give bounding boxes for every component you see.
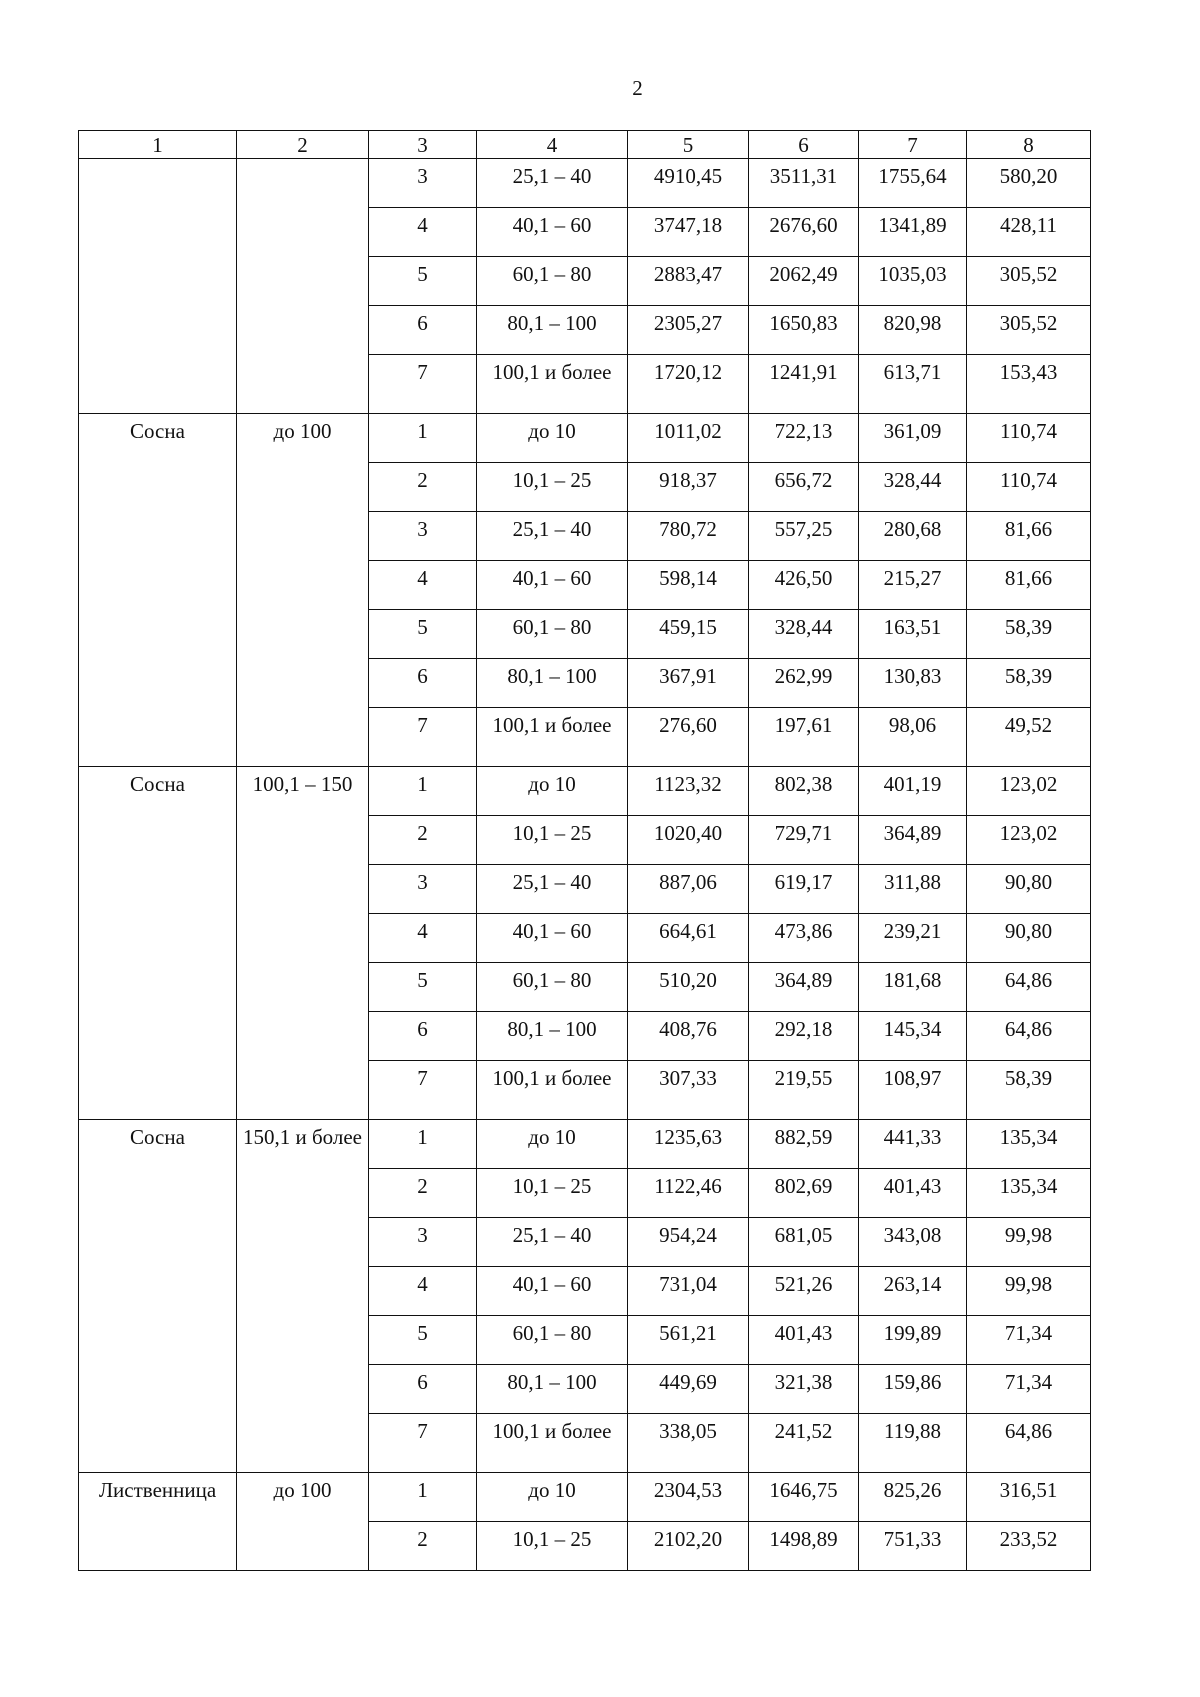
diameter-range-cell: 60,1 – 80 (477, 963, 628, 1012)
rate-col7-cell: 1755,64 (859, 159, 967, 208)
rate-col5-cell: 1122,46 (628, 1169, 749, 1218)
species-cell: Сосна (79, 1120, 237, 1473)
class-number-cell: 6 (369, 1012, 477, 1061)
diameter-range-cell: 60,1 – 80 (477, 610, 628, 659)
rate-col8-cell: 110,74 (967, 414, 1091, 463)
diameter-range-cell: 25,1 – 40 (477, 1218, 628, 1267)
diameter-range-cell: 40,1 – 60 (477, 914, 628, 963)
header-cell: 8 (967, 131, 1091, 159)
rate-col5-cell: 664,61 (628, 914, 749, 963)
rate-col7-cell: 364,89 (859, 816, 967, 865)
rate-col6-cell: 656,72 (749, 463, 859, 512)
rate-col8-cell: 305,52 (967, 306, 1091, 355)
diameter-range-cell: 100,1 и более (477, 1061, 628, 1120)
table-row (79, 767, 1091, 816)
header-cell: 2 (237, 131, 369, 159)
rate-col5-cell: 3747,18 (628, 208, 749, 257)
class-number-cell: 4 (369, 914, 477, 963)
species-cell (79, 159, 237, 414)
class-number-cell: 6 (369, 1365, 477, 1414)
page-number: 2 (632, 76, 643, 100)
species-cell: Сосна (79, 414, 237, 767)
rate-col5-cell: 598,14 (628, 561, 749, 610)
rate-col7-cell: 751,33 (859, 1522, 967, 1571)
rate-col5-cell: 780,72 (628, 512, 749, 561)
age-cell: до 100 (237, 1473, 369, 1571)
rate-col8-cell: 64,86 (967, 1012, 1091, 1061)
rate-col8-cell: 58,39 (967, 1061, 1091, 1120)
rate-col6-cell: 241,52 (749, 1414, 859, 1473)
rate-col8-cell: 305,52 (967, 257, 1091, 306)
rate-col6-cell: 262,99 (749, 659, 859, 708)
class-number-cell: 6 (369, 306, 477, 355)
rate-col7-cell: 159,86 (859, 1365, 967, 1414)
rate-col6-cell: 802,38 (749, 767, 859, 816)
rate-col5-cell: 918,37 (628, 463, 749, 512)
age-cell: 150,1 и более (237, 1120, 369, 1473)
rate-col7-cell: 1035,03 (859, 257, 967, 306)
class-number-cell: 5 (369, 963, 477, 1012)
class-number-cell: 5 (369, 610, 477, 659)
rate-col6-cell: 1650,83 (749, 306, 859, 355)
rate-col8-cell: 135,34 (967, 1169, 1091, 1218)
rate-col7-cell: 311,88 (859, 865, 967, 914)
rate-col5-cell: 459,15 (628, 610, 749, 659)
column-number-header-row (79, 131, 1091, 159)
rate-col5-cell: 449,69 (628, 1365, 749, 1414)
rate-col5-cell: 1235,63 (628, 1120, 749, 1169)
rate-col6-cell: 729,71 (749, 816, 859, 865)
diameter-range-cell: 10,1 – 25 (477, 1169, 628, 1218)
rate-col8-cell: 71,34 (967, 1316, 1091, 1365)
rate-col6-cell: 197,61 (749, 708, 859, 767)
class-number-cell: 1 (369, 414, 477, 463)
diameter-range-cell: 80,1 – 100 (477, 1012, 628, 1061)
header-cell: 5 (628, 131, 749, 159)
rates-table (78, 130, 1091, 1571)
table-row (79, 1473, 1091, 1522)
rate-col6-cell: 619,17 (749, 865, 859, 914)
rate-col5-cell: 887,06 (628, 865, 749, 914)
rate-col5-cell: 1020,40 (628, 816, 749, 865)
rate-col8-cell: 580,20 (967, 159, 1091, 208)
diameter-range-cell: 10,1 – 25 (477, 463, 628, 512)
diameter-range-cell: до 10 (477, 1120, 628, 1169)
rate-col8-cell: 81,66 (967, 561, 1091, 610)
diameter-range-cell: 80,1 – 100 (477, 1365, 628, 1414)
table-body (79, 131, 1091, 1571)
rate-col7-cell: 199,89 (859, 1316, 967, 1365)
rate-col8-cell: 71,34 (967, 1365, 1091, 1414)
rate-col5-cell: 2883,47 (628, 257, 749, 306)
rate-col5-cell: 1123,32 (628, 767, 749, 816)
diameter-range-cell: 40,1 – 60 (477, 1267, 628, 1316)
rate-col6-cell: 328,44 (749, 610, 859, 659)
rate-col8-cell: 90,80 (967, 914, 1091, 963)
rate-col5-cell: 2102,20 (628, 1522, 749, 1571)
class-number-cell: 6 (369, 659, 477, 708)
rate-col8-cell: 81,66 (967, 512, 1091, 561)
class-number-cell: 2 (369, 1522, 477, 1571)
rate-col6-cell: 219,55 (749, 1061, 859, 1120)
rate-col6-cell: 557,25 (749, 512, 859, 561)
class-number-cell: 3 (369, 865, 477, 914)
rate-col8-cell: 64,86 (967, 963, 1091, 1012)
rate-col8-cell: 49,52 (967, 708, 1091, 767)
rate-col8-cell: 153,43 (967, 355, 1091, 414)
class-number-cell: 2 (369, 816, 477, 865)
species-cell: Лиственница (79, 1473, 237, 1571)
header-cell: 6 (749, 131, 859, 159)
age-cell: 100,1 – 150 (237, 767, 369, 1120)
diameter-range-cell: 60,1 – 80 (477, 257, 628, 306)
rate-col6-cell: 3511,31 (749, 159, 859, 208)
rate-col8-cell: 316,51 (967, 1473, 1091, 1522)
class-number-cell: 3 (369, 512, 477, 561)
rate-col7-cell: 280,68 (859, 512, 967, 561)
rate-col5-cell: 1720,12 (628, 355, 749, 414)
diameter-range-cell: до 10 (477, 1473, 628, 1522)
rate-col6-cell: 473,86 (749, 914, 859, 963)
rate-col6-cell: 321,38 (749, 1365, 859, 1414)
rate-col8-cell: 123,02 (967, 767, 1091, 816)
diameter-range-cell: до 10 (477, 414, 628, 463)
diameter-range-cell: 100,1 и более (477, 708, 628, 767)
rate-col7-cell: 163,51 (859, 610, 967, 659)
rate-col5-cell: 276,60 (628, 708, 749, 767)
rate-col7-cell: 441,33 (859, 1120, 967, 1169)
header-cell: 3 (369, 131, 477, 159)
rate-col6-cell: 1646,75 (749, 1473, 859, 1522)
rate-col7-cell: 181,68 (859, 963, 967, 1012)
class-number-cell: 7 (369, 355, 477, 414)
rate-col6-cell: 882,59 (749, 1120, 859, 1169)
rate-col6-cell: 521,26 (749, 1267, 859, 1316)
diameter-range-cell: 40,1 – 60 (477, 561, 628, 610)
class-number-cell: 1 (369, 767, 477, 816)
rate-col7-cell: 215,27 (859, 561, 967, 610)
rate-col8-cell: 64,86 (967, 1414, 1091, 1473)
rate-col8-cell: 99,98 (967, 1218, 1091, 1267)
rate-col8-cell: 428,11 (967, 208, 1091, 257)
rate-col5-cell: 954,24 (628, 1218, 749, 1267)
rate-col8-cell: 123,02 (967, 816, 1091, 865)
rate-col6-cell: 2062,49 (749, 257, 859, 306)
rate-col6-cell: 401,43 (749, 1316, 859, 1365)
rate-col7-cell: 108,97 (859, 1061, 967, 1120)
rate-col5-cell: 307,33 (628, 1061, 749, 1120)
class-number-cell: 1 (369, 1120, 477, 1169)
rate-col8-cell: 58,39 (967, 610, 1091, 659)
rate-col6-cell: 426,50 (749, 561, 859, 610)
age-cell (237, 159, 369, 414)
class-number-cell: 3 (369, 159, 477, 208)
rate-col7-cell: 119,88 (859, 1414, 967, 1473)
rate-col6-cell: 681,05 (749, 1218, 859, 1267)
rate-col7-cell: 825,26 (859, 1473, 967, 1522)
rate-col5-cell: 367,91 (628, 659, 749, 708)
class-number-cell: 4 (369, 208, 477, 257)
rate-col5-cell: 4910,45 (628, 159, 749, 208)
diameter-range-cell: 60,1 – 80 (477, 1316, 628, 1365)
class-number-cell: 7 (369, 1061, 477, 1120)
diameter-range-cell: 25,1 – 40 (477, 159, 628, 208)
rate-col8-cell: 233,52 (967, 1522, 1091, 1571)
class-number-cell: 2 (369, 1169, 477, 1218)
rate-col8-cell: 90,80 (967, 865, 1091, 914)
class-number-cell: 7 (369, 1414, 477, 1473)
header-cell: 4 (477, 131, 628, 159)
class-number-cell: 7 (369, 708, 477, 767)
rate-col6-cell: 292,18 (749, 1012, 859, 1061)
diameter-range-cell: 10,1 – 25 (477, 1522, 628, 1571)
rate-col8-cell: 110,74 (967, 463, 1091, 512)
rate-col6-cell: 722,13 (749, 414, 859, 463)
rate-col6-cell: 2676,60 (749, 208, 859, 257)
rate-col5-cell: 561,21 (628, 1316, 749, 1365)
rate-col7-cell: 145,34 (859, 1012, 967, 1061)
diameter-range-cell: 100,1 и более (477, 1414, 628, 1473)
rate-col7-cell: 263,14 (859, 1267, 967, 1316)
class-number-cell: 4 (369, 561, 477, 610)
table-row (79, 414, 1091, 463)
rate-col6-cell: 364,89 (749, 963, 859, 1012)
diameter-range-cell: 25,1 – 40 (477, 865, 628, 914)
rate-col8-cell: 58,39 (967, 659, 1091, 708)
rate-col8-cell: 135,34 (967, 1120, 1091, 1169)
header-cell: 1 (79, 131, 237, 159)
rate-col7-cell: 343,08 (859, 1218, 967, 1267)
class-number-cell: 4 (369, 1267, 477, 1316)
rate-col8-cell: 99,98 (967, 1267, 1091, 1316)
rate-col7-cell: 613,71 (859, 355, 967, 414)
rate-col5-cell: 731,04 (628, 1267, 749, 1316)
rate-col7-cell: 328,44 (859, 463, 967, 512)
rate-col7-cell: 401,19 (859, 767, 967, 816)
rate-col7-cell: 130,83 (859, 659, 967, 708)
rate-col5-cell: 338,05 (628, 1414, 749, 1473)
diameter-range-cell: 25,1 – 40 (477, 512, 628, 561)
rate-col5-cell: 510,20 (628, 963, 749, 1012)
class-number-cell: 1 (369, 1473, 477, 1522)
rate-col6-cell: 802,69 (749, 1169, 859, 1218)
diameter-range-cell: 80,1 – 100 (477, 306, 628, 355)
diameter-range-cell: до 10 (477, 767, 628, 816)
class-number-cell: 5 (369, 1316, 477, 1365)
rate-col7-cell: 401,43 (859, 1169, 967, 1218)
class-number-cell: 2 (369, 463, 477, 512)
diameter-range-cell: 80,1 – 100 (477, 659, 628, 708)
rate-col5-cell: 408,76 (628, 1012, 749, 1061)
class-number-cell: 3 (369, 1218, 477, 1267)
rate-col7-cell: 1341,89 (859, 208, 967, 257)
rate-col5-cell: 2304,53 (628, 1473, 749, 1522)
diameter-range-cell: 10,1 – 25 (477, 816, 628, 865)
diameter-range-cell: 40,1 – 60 (477, 208, 628, 257)
species-cell: Сосна (79, 767, 237, 1120)
rate-col7-cell: 239,21 (859, 914, 967, 963)
table-row (79, 159, 1091, 208)
table-row (79, 1120, 1091, 1169)
diameter-range-cell: 100,1 и более (477, 355, 628, 414)
rate-col7-cell: 820,98 (859, 306, 967, 355)
rate-col5-cell: 1011,02 (628, 414, 749, 463)
rate-col7-cell: 98,06 (859, 708, 967, 767)
header-cell: 7 (859, 131, 967, 159)
age-cell: до 100 (237, 414, 369, 767)
rate-col6-cell: 1241,91 (749, 355, 859, 414)
class-number-cell: 5 (369, 257, 477, 306)
rate-col7-cell: 361,09 (859, 414, 967, 463)
rate-col5-cell: 2305,27 (628, 306, 749, 355)
rate-col6-cell: 1498,89 (749, 1522, 859, 1571)
